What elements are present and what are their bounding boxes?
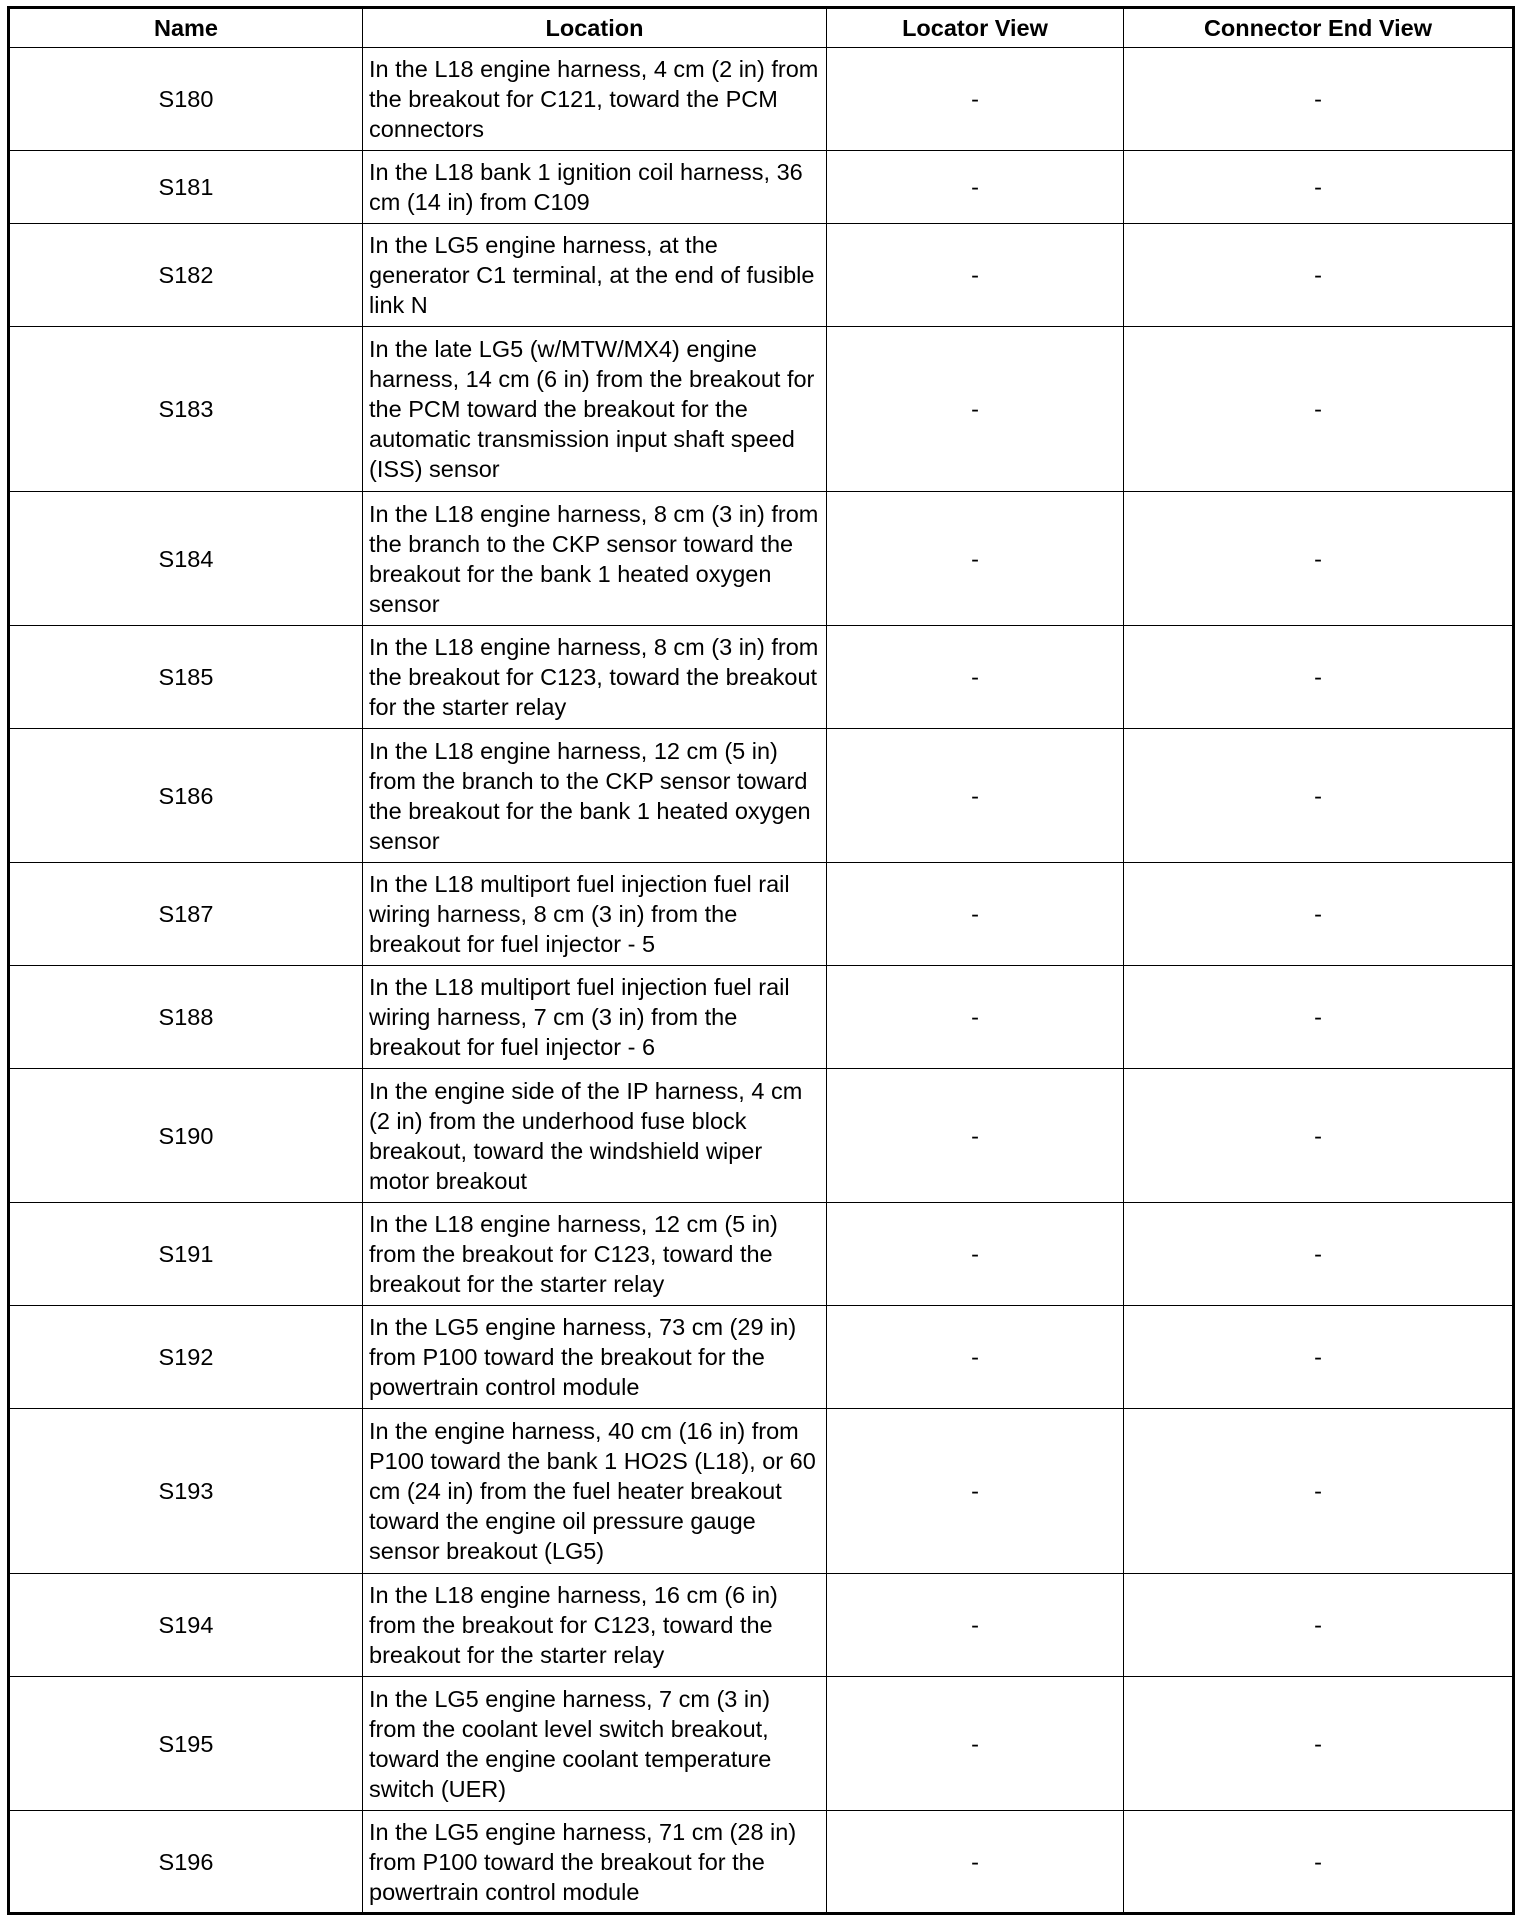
splice-name-cell: S182: [9, 224, 363, 327]
splice-location-cell: In the LG5 engine harness, at the generator C1 terminal, at the end of fusible link N: [363, 224, 827, 327]
splice-location-cell: In the L18 engine harness, 16 cm (6 in) from the breakout for C123, toward the breakout for the starter relay: [363, 1574, 827, 1677]
connector-end-view-cell: -: [1124, 626, 1514, 729]
table-row: [9, 729, 1514, 863]
table-row: [9, 48, 1514, 151]
splice-name-cell: S180: [9, 48, 363, 151]
locator-view-cell: -: [827, 492, 1124, 626]
connector-end-view-cell: -: [1124, 224, 1514, 327]
table-row: [9, 151, 1514, 224]
locator-view-cell: -: [827, 1069, 1124, 1203]
locator-view-cell: -: [827, 151, 1124, 224]
locator-view-cell: -: [827, 966, 1124, 1069]
locator-view-cell: -: [827, 1677, 1124, 1811]
splice-name-cell: S190: [9, 1069, 363, 1203]
connector-end-view-cell: -: [1124, 1574, 1514, 1677]
splice-name-cell: S196: [9, 1811, 363, 1914]
splice-location-cell: In the L18 multiport fuel injection fuel rail wiring harness, 8 cm (3 in) from the breakout for fuel injector - 5: [363, 863, 827, 966]
splice-name-cell: S194: [9, 1574, 363, 1677]
table-row: [9, 327, 1514, 492]
header-location: Location: [363, 8, 827, 48]
splice-location-cell: In the L18 engine harness, 12 cm (5 in) from the branch to the CKP sensor toward the breakout for the bank 1 heated oxygen sensor: [363, 729, 827, 863]
connector-end-view-cell: -: [1124, 327, 1514, 492]
table-header: [9, 8, 1514, 48]
splice-location-cell: In the late LG5 (w/MTW/MX4) engine harness, 14 cm (6 in) from the breakout for the PCM toward the breakout for the automatic transmission input shaft speed (ISS) sensor: [363, 327, 827, 492]
splice-name-cell: S191: [9, 1203, 363, 1306]
splice-name-cell: S192: [9, 1306, 363, 1409]
connector-end-view-cell: -: [1124, 966, 1514, 1069]
splice-name-cell: S187: [9, 863, 363, 966]
table-row: [9, 626, 1514, 729]
splice-location-cell: In the L18 engine harness, 8 cm (3 in) from the breakout for C123, toward the breakout for the starter relay: [363, 626, 827, 729]
header-locator-view: Locator View: [827, 8, 1124, 48]
splice-name-cell: S185: [9, 626, 363, 729]
splice-location-cell: In the LG5 engine harness, 7 cm (3 in) from the coolant level switch breakout, toward the engine coolant temperature switch (UER): [363, 1677, 827, 1811]
locator-view-cell: -: [827, 327, 1124, 492]
connector-end-view-cell: -: [1124, 1811, 1514, 1914]
splice-location-cell: In the L18 bank 1 ignition coil harness, 36 cm (14 in) from C109: [363, 151, 827, 224]
table-row: [9, 224, 1514, 327]
splice-name-cell: S193: [9, 1409, 363, 1574]
connector-end-view-cell: -: [1124, 1677, 1514, 1811]
splice-location-cell: In the LG5 engine harness, 71 cm (28 in) from P100 toward the breakout for the powertrain control module: [363, 1811, 827, 1914]
splice-name-cell: S183: [9, 327, 363, 492]
locator-view-cell: -: [827, 1811, 1124, 1914]
table-row: [9, 966, 1514, 1069]
connector-end-view-cell: -: [1124, 863, 1514, 966]
locator-view-cell: -: [827, 863, 1124, 966]
table-row: [9, 863, 1514, 966]
splice-name-cell: S188: [9, 966, 363, 1069]
connector-end-view-cell: -: [1124, 1069, 1514, 1203]
locator-view-cell: -: [827, 48, 1124, 151]
splice-location-cell: In the L18 engine harness, 8 cm (3 in) from the branch to the CKP sensor toward the breakout for the bank 1 heated oxygen sensor: [363, 492, 827, 626]
locator-view-cell: -: [827, 224, 1124, 327]
splice-location-cell: In the engine side of the IP harness, 4 cm (2 in) from the underhood fuse block breakout, toward the windshield wiper motor breakout: [363, 1069, 827, 1203]
locator-view-cell: -: [827, 1574, 1124, 1677]
locator-view-cell: -: [827, 1203, 1124, 1306]
splice-name-cell: S184: [9, 492, 363, 626]
splice-name-cell: S186: [9, 729, 363, 863]
table-row: [9, 1574, 1514, 1677]
splice-location-cell: In the engine harness, 40 cm (16 in) from P100 toward the bank 1 HO2S (L18), or 60 cm (24 in) from the fuel heater breakout toward the engine oil pressure gauge sensor breakout (LG5): [363, 1409, 827, 1574]
table-row: [9, 1203, 1514, 1306]
locator-view-cell: -: [827, 729, 1124, 863]
connector-end-view-cell: -: [1124, 48, 1514, 151]
connector-end-view-cell: -: [1124, 492, 1514, 626]
locator-view-cell: -: [827, 626, 1124, 729]
connector-end-view-cell: -: [1124, 1203, 1514, 1306]
locator-view-cell: -: [827, 1409, 1124, 1574]
splice-name-cell: S195: [9, 1677, 363, 1811]
splice-table-sheet: [7, 6, 1512, 1905]
connector-end-view-cell: -: [1124, 1409, 1514, 1574]
connector-end-view-cell: -: [1124, 1306, 1514, 1409]
table-row: [9, 1677, 1514, 1811]
connector-end-view-cell: -: [1124, 151, 1514, 224]
table-row: [9, 492, 1514, 626]
splice-name-cell: S181: [9, 151, 363, 224]
table-row: [9, 1069, 1514, 1203]
table-row: [9, 1409, 1514, 1574]
header-row: [9, 8, 1514, 48]
splice-location-cell: In the L18 engine harness, 4 cm (2 in) from the breakout for C121, toward the PCM connectors: [363, 48, 827, 151]
splice-location-cell: In the L18 multiport fuel injection fuel rail wiring harness, 7 cm (3 in) from the breakout for fuel injector - 6: [363, 966, 827, 1069]
table-row: [9, 1811, 1514, 1914]
splice-location-table: [7, 6, 1515, 1915]
table-row: [9, 1306, 1514, 1409]
table-body: [9, 48, 1514, 1914]
connector-end-view-cell: -: [1124, 729, 1514, 863]
splice-location-cell: In the L18 engine harness, 12 cm (5 in) from the breakout for C123, toward the breakout for the starter relay: [363, 1203, 827, 1306]
locator-view-cell: -: [827, 1306, 1124, 1409]
header-name: Name: [9, 8, 363, 48]
header-connector-end-view: Connector End View: [1124, 8, 1514, 48]
splice-location-cell: In the LG5 engine harness, 73 cm (29 in) from P100 toward the breakout for the powertrain control module: [363, 1306, 827, 1409]
